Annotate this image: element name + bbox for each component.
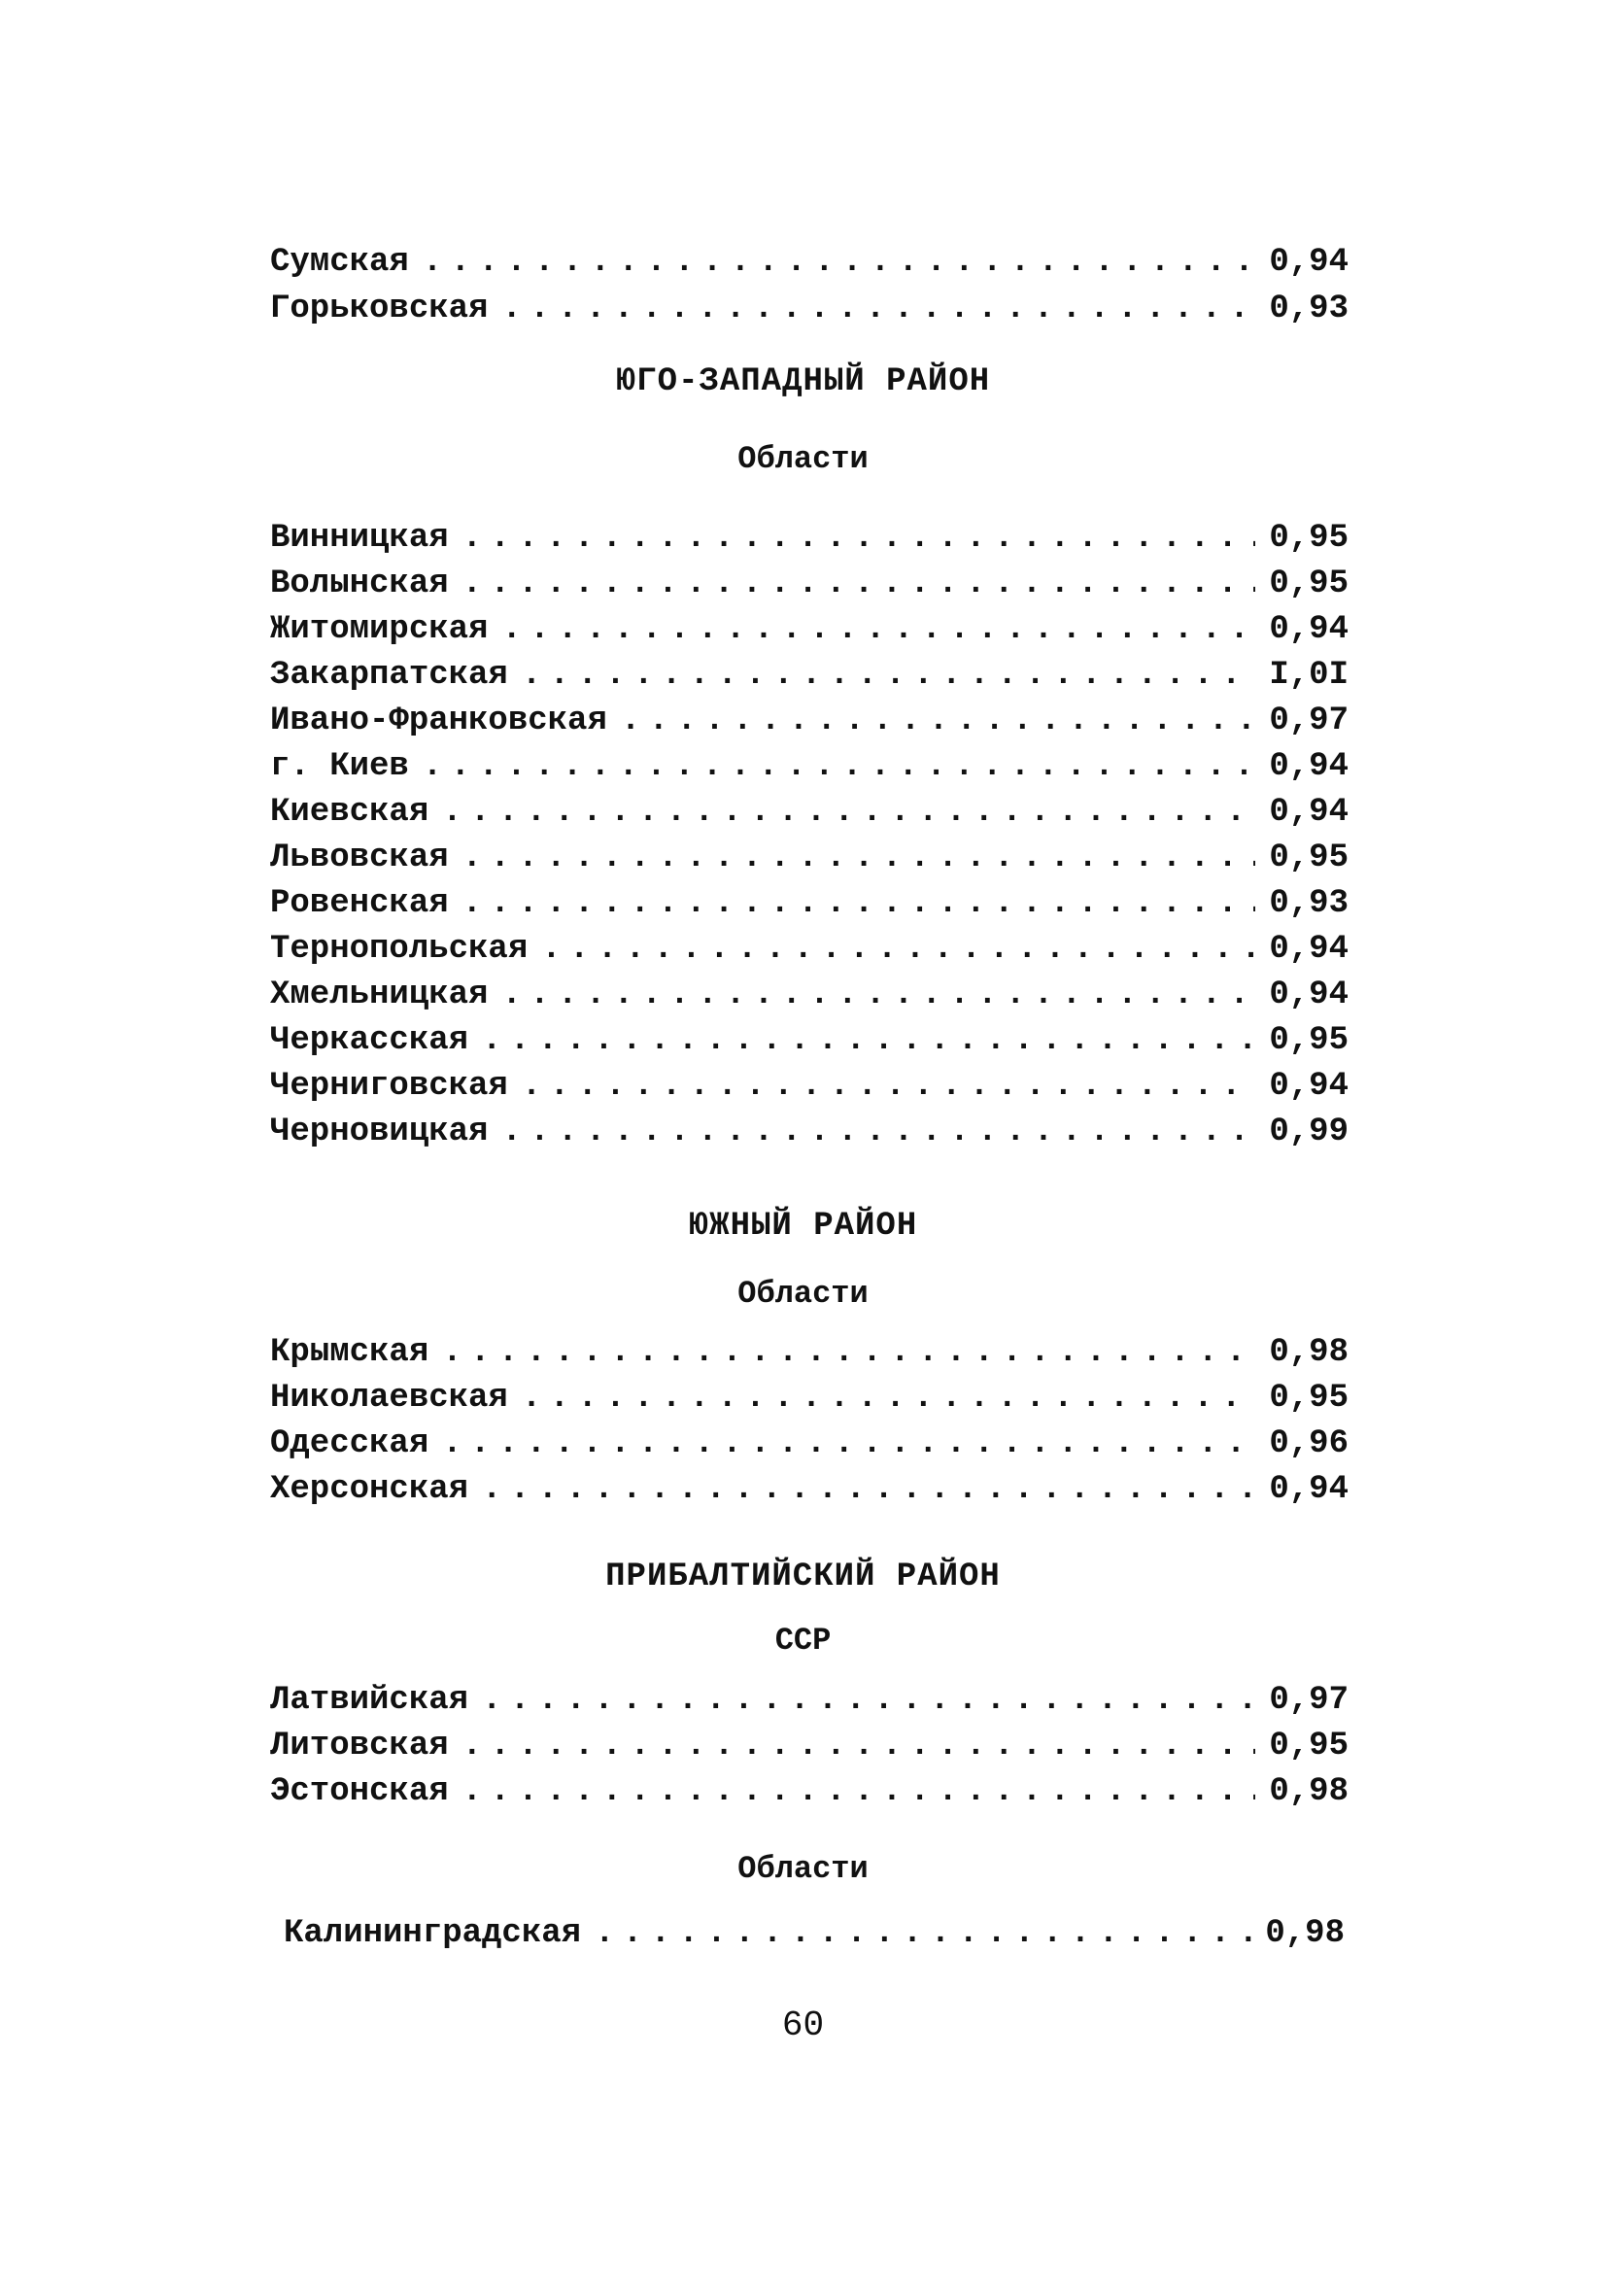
list-item <box>270 515 1349 558</box>
region-value: 0,98 <box>1269 1773 1349 1810</box>
region-name: г. Киев <box>270 748 409 785</box>
region-value: 0,98 <box>1269 1334 1349 1371</box>
region-value: 0,94 <box>1269 977 1349 1013</box>
region-name: Винницкая <box>270 520 449 557</box>
region-value: 0,95 <box>1269 1728 1349 1765</box>
region-value: I,0I <box>1269 657 1349 694</box>
region-value: 0,94 <box>1269 1068 1349 1105</box>
list-item <box>270 1421 1349 1463</box>
dot-leader <box>522 656 1256 695</box>
list-item <box>270 1375 1349 1418</box>
list-item <box>270 1063 1349 1106</box>
region-value: 0,97 <box>1269 1682 1349 1719</box>
section-subheading: Области <box>737 1276 869 1312</box>
list-item <box>270 926 1349 969</box>
region-name: Черновицкая <box>270 1114 489 1150</box>
dot-leader <box>541 930 1255 969</box>
dot-leader <box>462 884 1256 923</box>
page-number: 60 <box>781 2005 825 2045</box>
region-name: Ивано-Франковская <box>270 703 607 739</box>
list-item <box>270 606 1349 649</box>
region-value: 0,95 <box>1269 520 1349 557</box>
dot-leader <box>423 243 1256 282</box>
dot-leader <box>522 1067 1256 1106</box>
dot-leader <box>442 1333 1255 1372</box>
region-value: 0,99 <box>1269 1114 1349 1150</box>
region-value: 0,93 <box>1269 885 1349 922</box>
list-item <box>270 1466 1349 1509</box>
region-name: Херсонская <box>270 1471 469 1508</box>
region-name: Хмельницкая <box>270 977 489 1013</box>
dot-leader <box>462 519 1256 558</box>
section-subheading: Области <box>737 441 869 477</box>
dot-leader <box>501 976 1255 1014</box>
dot-leader <box>442 1424 1255 1463</box>
list-item <box>270 561 1349 603</box>
region-value: 0,94 <box>1269 931 1349 968</box>
region-value: 0,97 <box>1269 703 1349 739</box>
list-item <box>270 1723 1349 1765</box>
region-name: Литовская <box>270 1728 449 1765</box>
region-name: Закарпатская <box>270 657 508 694</box>
list-item <box>270 652 1349 695</box>
region-name: Житомирская <box>270 611 489 648</box>
section-heading: ЮЖНЫЙ РАЙОН <box>688 1208 918 1245</box>
dot-leader <box>501 1113 1255 1151</box>
region-value: 0,98 <box>1265 1915 1345 1952</box>
region-name: Сумская <box>270 244 409 281</box>
dot-leader <box>462 839 1256 877</box>
region-value: 0,95 <box>1269 1022 1349 1059</box>
list-item <box>270 1109 1349 1151</box>
region-name: Тернопольская <box>270 931 529 968</box>
region-name: Черкасская <box>270 1022 469 1059</box>
list-item <box>270 286 1349 328</box>
section-heading: ЮГО-ЗАПАДНЫЙ РАЙОН <box>615 363 991 400</box>
region-name: Ровенская <box>270 885 449 922</box>
dot-leader <box>621 702 1256 740</box>
region-name: Черниговская <box>270 1068 508 1105</box>
dot-leader <box>595 1914 1251 1953</box>
list-item <box>270 698 1349 740</box>
dot-leader <box>501 610 1255 649</box>
dot-leader <box>501 290 1255 328</box>
region-name: Николаевская <box>270 1380 508 1417</box>
region-name: Крымская <box>270 1334 429 1371</box>
region-value: 0,94 <box>1269 611 1349 648</box>
section-heading: ПРИБАЛТИЙСКИЙ РАЙОН <box>605 1559 1001 1595</box>
dot-leader <box>462 565 1256 603</box>
list-item <box>284 1910 1345 1953</box>
dot-leader <box>482 1681 1255 1720</box>
list-item <box>270 880 1349 923</box>
dot-leader <box>442 793 1255 832</box>
region-name: Львовская <box>270 840 449 876</box>
region-value: 0,94 <box>1269 794 1349 831</box>
list-item <box>270 789 1349 832</box>
dot-leader <box>522 1379 1256 1418</box>
region-name: Горьковская <box>270 291 489 327</box>
region-name: Киевская <box>270 794 429 831</box>
dot-leader <box>462 1727 1256 1765</box>
region-name: Одесская <box>270 1425 429 1462</box>
region-value: 0,93 <box>1269 291 1349 327</box>
region-value: 0,94 <box>1269 1471 1349 1508</box>
region-name: Волынская <box>270 565 449 602</box>
dot-leader <box>482 1021 1255 1060</box>
dot-leader <box>462 1772 1256 1811</box>
list-item <box>270 835 1349 877</box>
dot-leader <box>482 1470 1255 1509</box>
list-item <box>270 1329 1349 1372</box>
region-value: 0,95 <box>1269 565 1349 602</box>
list-item <box>270 239 1349 282</box>
region-value: 0,95 <box>1269 840 1349 876</box>
region-value: 0,94 <box>1269 748 1349 785</box>
region-value: 0,94 <box>1269 244 1349 281</box>
list-item <box>270 1768 1349 1811</box>
region-value: 0,95 <box>1269 1380 1349 1417</box>
region-name: Эстонская <box>270 1773 449 1810</box>
region-name: Калининградская <box>284 1915 582 1952</box>
list-item <box>270 1017 1349 1060</box>
region-name: Латвийская <box>270 1682 469 1719</box>
list-item <box>270 972 1349 1014</box>
list-item <box>270 743 1349 786</box>
section-subheading: Области <box>737 1851 869 1887</box>
section-subheading: ССР <box>774 1623 832 1659</box>
dot-leader <box>423 747 1256 786</box>
list-item <box>270 1677 1349 1720</box>
region-value: 0,96 <box>1269 1425 1349 1462</box>
